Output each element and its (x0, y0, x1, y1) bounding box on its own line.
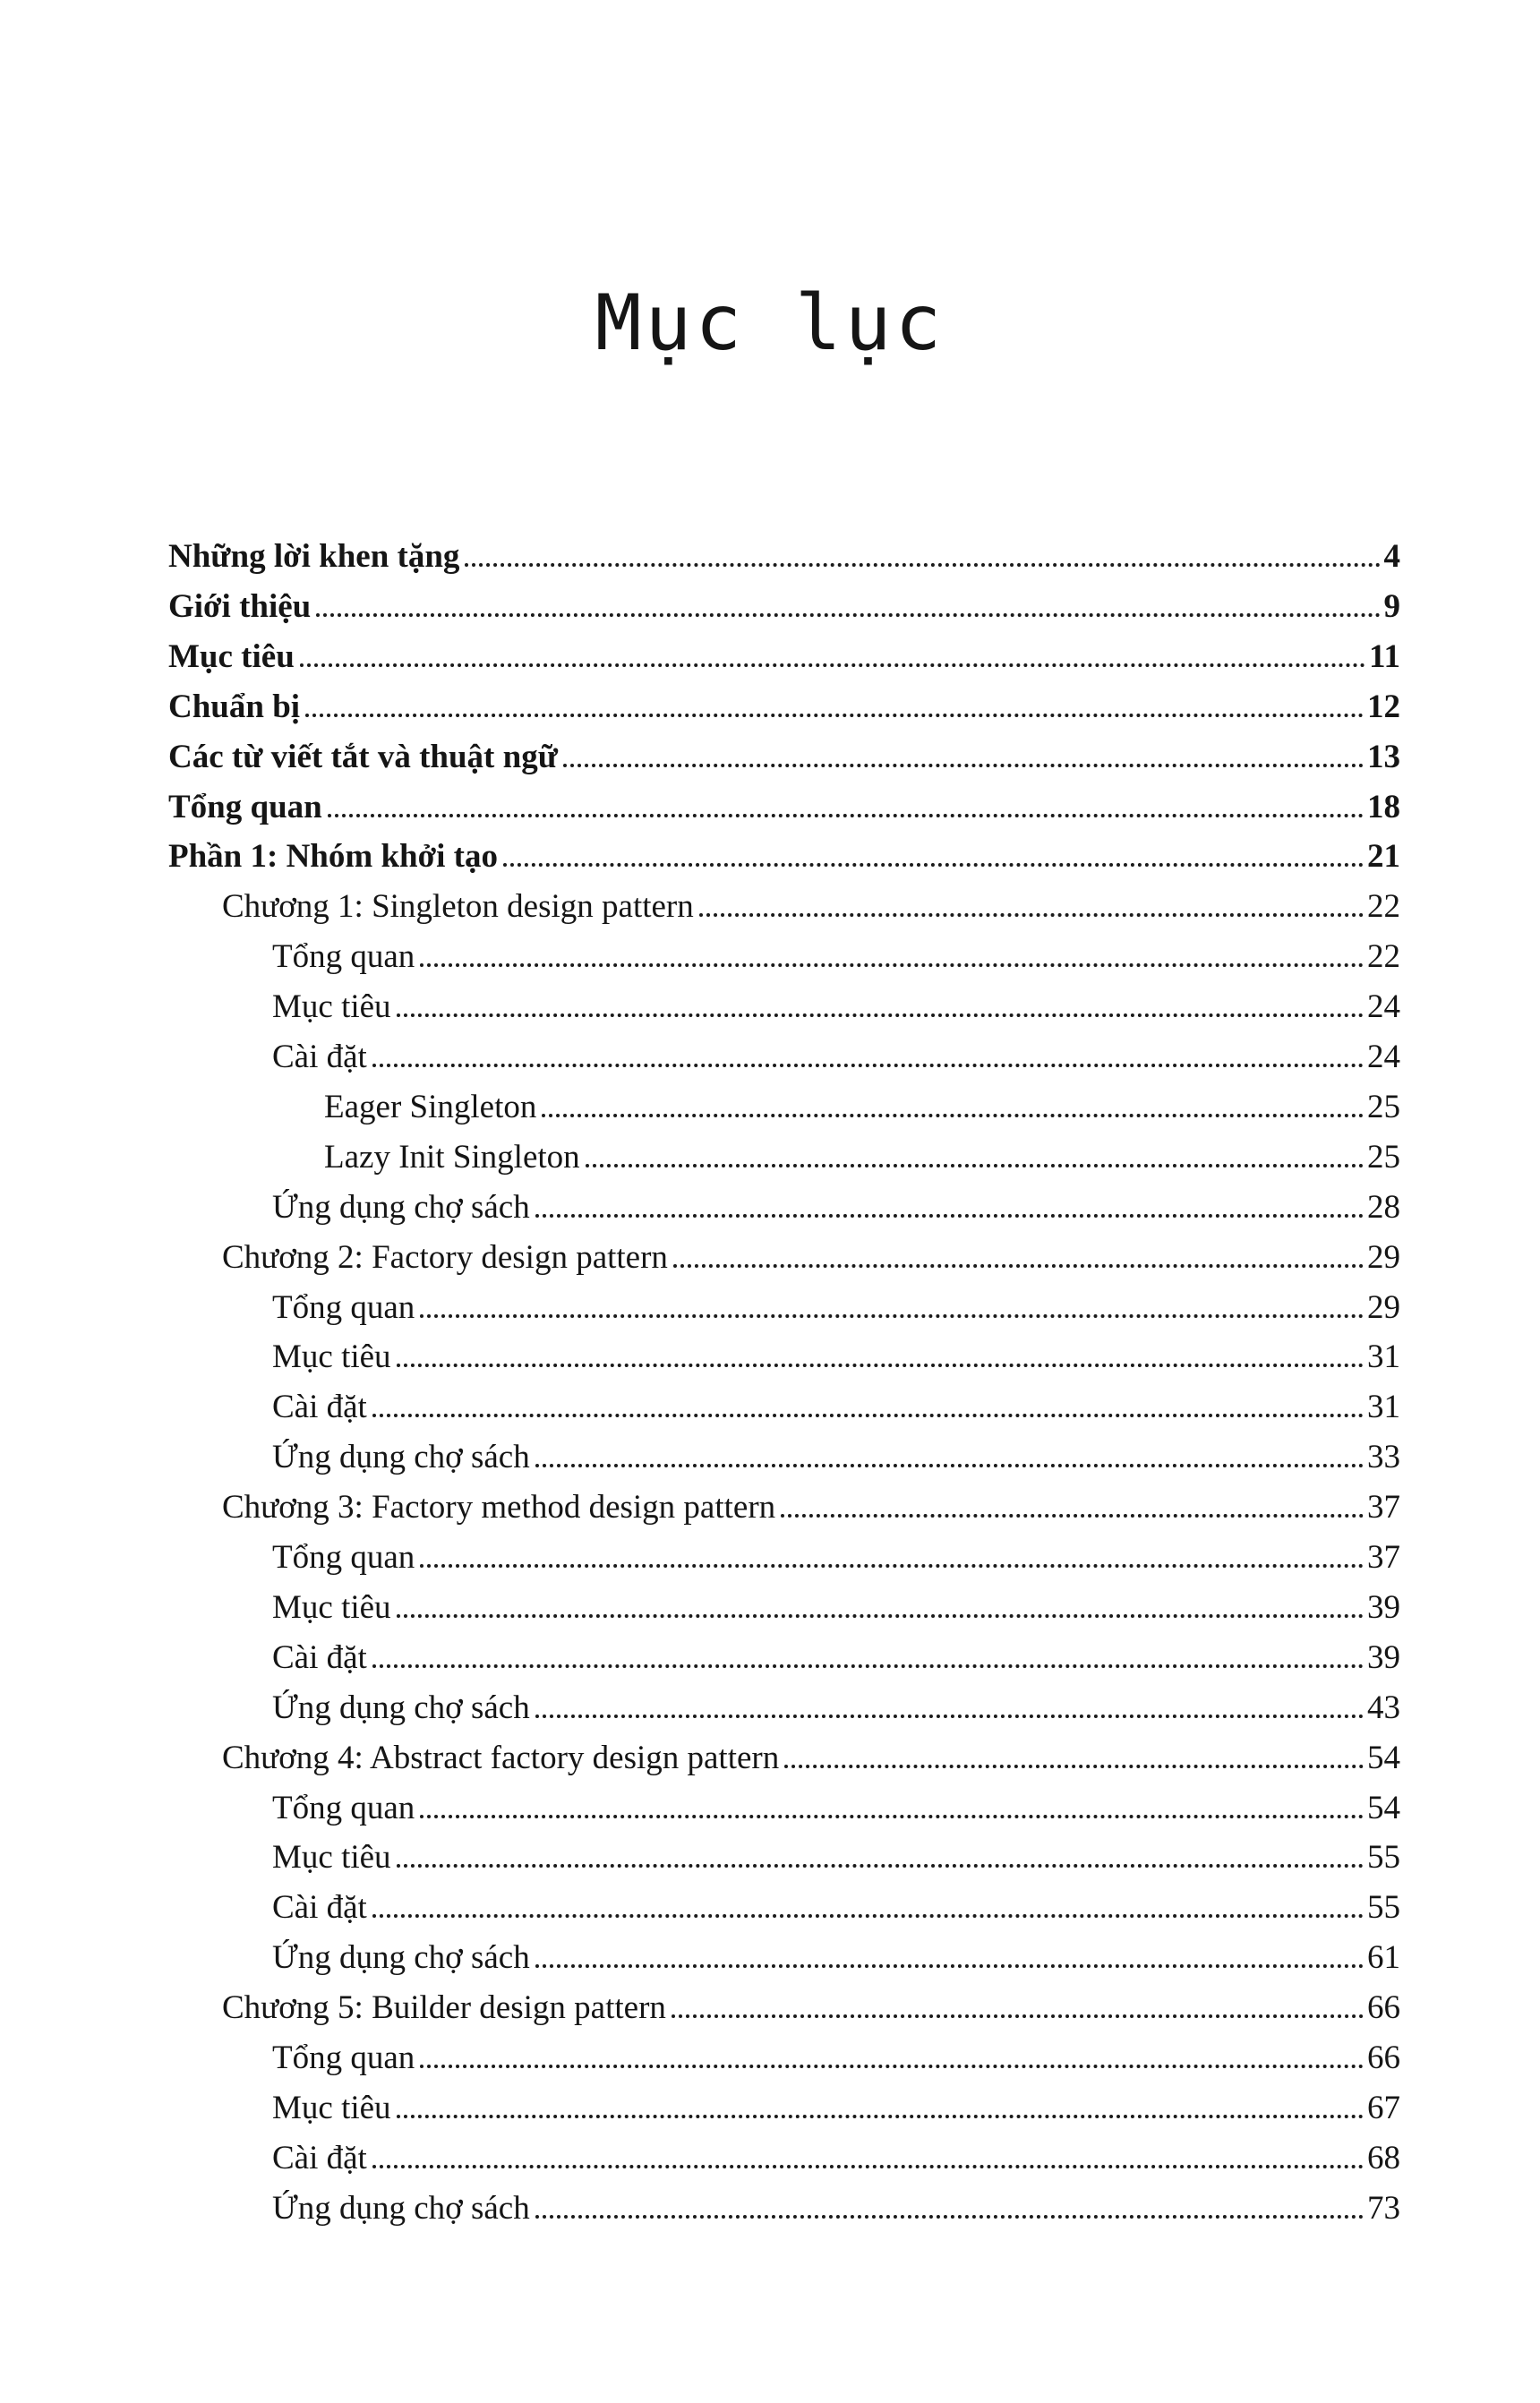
toc-entry-label: Mục tiêu (272, 1338, 391, 1375)
toc-entry-label: Cài đặt (272, 1889, 367, 1926)
toc-entry[interactable] (168, 523, 1400, 573)
dot-leader (420, 963, 1364, 967)
dot-leader (316, 613, 1380, 617)
toc-entry[interactable] (272, 1924, 1400, 1974)
dot-leader (535, 2215, 1364, 2219)
toc-entry[interactable] (272, 1174, 1400, 1224)
toc-entry-page-number: 67 (1367, 2090, 1400, 2126)
toc-entry-page-number: 55 (1367, 1839, 1400, 1876)
toc-entry-label: Cài đặt (272, 1039, 367, 1075)
toc-entry-page-number: 29 (1367, 1239, 1400, 1276)
toc-entry[interactable] (222, 1974, 1400, 2024)
toc-entry-page-number: 31 (1367, 1389, 1400, 1425)
toc-entry-label: Eager Singleton (324, 1089, 537, 1125)
dot-leader (372, 1914, 1364, 1918)
toc-entry-label: Cài đặt (272, 1389, 367, 1425)
toc-entry[interactable] (272, 1774, 1400, 1825)
toc-entry-page-number: 66 (1367, 1989, 1400, 2026)
dot-leader (397, 1364, 1364, 1367)
toc-entry[interactable] (324, 1073, 1400, 1124)
toc-entry[interactable] (222, 1474, 1400, 1524)
toc-entry[interactable] (222, 1224, 1400, 1274)
toc-entry-page-number: 33 (1367, 1439, 1400, 1475)
toc-entry-page-number: 18 (1367, 789, 1400, 825)
dot-leader (535, 1214, 1364, 1218)
toc-entry-page-number: 31 (1367, 1338, 1400, 1375)
toc-entry-page-number: 24 (1367, 1039, 1400, 1075)
toc-entry[interactable] (272, 923, 1400, 973)
toc-entry-label: Tổng quan (272, 1790, 415, 1826)
toc-entry-label: Lazy Init Singleton (324, 1139, 580, 1176)
toc-entry-page-number: 39 (1367, 1589, 1400, 1626)
toc-entry[interactable] (272, 1624, 1400, 1674)
toc-entry-page-number: 29 (1367, 1289, 1400, 1326)
toc-entry-page-number: 43 (1367, 1689, 1400, 1726)
toc-entry-label: Những lời khen tặng (168, 538, 460, 575)
toc-entry[interactable] (272, 1824, 1400, 1874)
toc-entry-page-number: 21 (1367, 838, 1400, 875)
toc-entry-page-number: 13 (1367, 739, 1400, 775)
dot-leader (535, 1964, 1364, 1968)
dot-leader (372, 1664, 1364, 1668)
dot-leader (372, 2165, 1364, 2168)
dot-leader (420, 1815, 1364, 1818)
toc-entry-page-number: 54 (1367, 1790, 1400, 1826)
toc-entry-page-number: 55 (1367, 1889, 1400, 1926)
toc-entry-label: Mục tiêu (168, 638, 295, 675)
dot-leader (397, 1614, 1364, 1618)
page-title: Mục lục (595, 278, 945, 368)
toc-entry[interactable] (272, 1574, 1400, 1624)
dot-leader (535, 1464, 1364, 1467)
dot-leader (300, 663, 1365, 667)
toc-entry-label: Mục tiêu (272, 988, 391, 1025)
toc-entry-page-number: 37 (1367, 1489, 1400, 1526)
toc-entry-label: Chương 4: Abstract factory design pattern (222, 1740, 780, 1776)
toc-entry-page-number: 22 (1367, 888, 1400, 925)
toc-entry[interactable] (168, 573, 1400, 623)
toc-entry-label: Mục tiêu (272, 1589, 391, 1626)
toc-entry-page-number: 9 (1383, 588, 1400, 625)
toc-entry-page-number: 4 (1383, 538, 1400, 575)
dot-leader (372, 1064, 1364, 1067)
toc-entry-label: Ứng dụng chợ sách (272, 2190, 530, 2227)
toc-entry[interactable] (272, 2074, 1400, 2125)
toc-entry-label: Mục tiêu (272, 1839, 391, 1876)
dot-leader (420, 1314, 1364, 1318)
toc-entry-page-number: 24 (1367, 988, 1400, 1025)
dot-leader (465, 563, 1380, 567)
toc-entry-label: Ứng dụng chợ sách (272, 1939, 530, 1976)
toc-entry-label: Cài đặt (272, 1639, 367, 1676)
toc-entry-label: Chương 2: Factory design pattern (222, 1239, 668, 1276)
toc-entry[interactable] (272, 1874, 1400, 1924)
dot-leader (784, 1765, 1364, 1768)
toc-entry-page-number: 22 (1367, 938, 1400, 975)
toc-entry-label: Ứng dụng chợ sách (272, 1189, 530, 1226)
toc-entry-page-number: 73 (1367, 2190, 1400, 2227)
toc-entry-label: Tổng quan (272, 1289, 415, 1326)
toc-entry[interactable] (272, 2024, 1400, 2074)
toc-entry-page-number: 25 (1367, 1139, 1400, 1176)
toc-entry[interactable] (168, 673, 1400, 723)
toc-entry-label: Ứng dụng chợ sách (272, 1439, 530, 1475)
dot-leader (420, 1564, 1364, 1568)
toc-entry[interactable] (168, 723, 1400, 774)
toc-entry-label: Mục tiêu (272, 2090, 391, 2126)
toc-entry[interactable] (272, 1373, 1400, 1424)
toc-entry-page-number: 12 (1367, 688, 1400, 725)
toc-entry-label: Giới thiệu (168, 588, 312, 625)
toc-entry-label: Tổng quan (272, 1539, 415, 1576)
toc-entry[interactable] (168, 774, 1400, 824)
toc-entry-page-number: 54 (1367, 1740, 1400, 1776)
dot-leader (673, 1264, 1364, 1268)
toc-entry[interactable] (272, 1424, 1400, 1474)
toc-entry-label: Các từ viết tắt và thuật ngữ (168, 739, 558, 775)
dot-leader (535, 1715, 1364, 1718)
dot-leader (586, 1164, 1364, 1167)
dot-leader (699, 913, 1364, 917)
dot-leader (397, 2115, 1364, 2118)
toc-entry-page-number: 68 (1367, 2140, 1400, 2176)
toc-entry-label: Phần 1: Nhóm khởi tạo (168, 838, 498, 875)
toc-entry-label: Chương 1: Singleton design pattern (222, 888, 694, 925)
toc-entry-page-number: 28 (1367, 1189, 1400, 1226)
toc-entry[interactable] (272, 1023, 1400, 1073)
toc-entry[interactable] (272, 2125, 1400, 2175)
toc-entry[interactable] (272, 1274, 1400, 1324)
toc-entry[interactable] (222, 873, 1400, 923)
toc-entry-label: Chương 5: Builder design pattern (222, 1989, 666, 2026)
toc-entry[interactable] (222, 1724, 1400, 1774)
dot-leader (397, 1864, 1364, 1868)
dot-leader (781, 1514, 1364, 1518)
toc-entry[interactable] (272, 1524, 1400, 1574)
dot-leader (397, 1013, 1364, 1017)
dot-leader (503, 863, 1364, 867)
toc-entry-label: Chương 3: Factory method design pattern (222, 1489, 776, 1526)
toc-entry-label: Ứng dụng chợ sách (272, 1689, 530, 1726)
toc-entry-page-number: 66 (1367, 2040, 1400, 2076)
dot-leader (563, 764, 1364, 767)
dot-leader (372, 1414, 1364, 1417)
toc-entry-label: Cài đặt (272, 2140, 367, 2176)
toc-entry-page-number: 25 (1367, 1089, 1400, 1125)
dot-leader (420, 2065, 1364, 2068)
toc-entry-label: Tổng quan (168, 789, 322, 825)
dot-leader (328, 814, 1364, 817)
toc-entry[interactable] (272, 973, 1400, 1023)
toc-entry-label: Tổng quan (272, 2040, 415, 2076)
toc-entry-page-number: 11 (1369, 638, 1400, 675)
toc-entry[interactable] (324, 1124, 1400, 1174)
toc-entry[interactable] (272, 1323, 1400, 1373)
toc-entry-label: Chuẩn bị (168, 688, 301, 725)
dot-leader (305, 714, 1364, 717)
dot-leader (672, 2014, 1364, 2018)
toc-entry-page-number: 37 (1367, 1539, 1400, 1576)
toc-entry-label: Tổng quan (272, 938, 415, 975)
toc-entry-page-number: 39 (1367, 1639, 1400, 1676)
dot-leader (542, 1114, 1364, 1117)
toc-entry[interactable] (168, 623, 1400, 673)
toc-entry[interactable] (272, 1674, 1400, 1724)
toc-entry-page-number: 61 (1367, 1939, 1400, 1976)
toc-entry[interactable] (272, 2175, 1400, 2225)
toc-entry[interactable] (168, 823, 1400, 873)
